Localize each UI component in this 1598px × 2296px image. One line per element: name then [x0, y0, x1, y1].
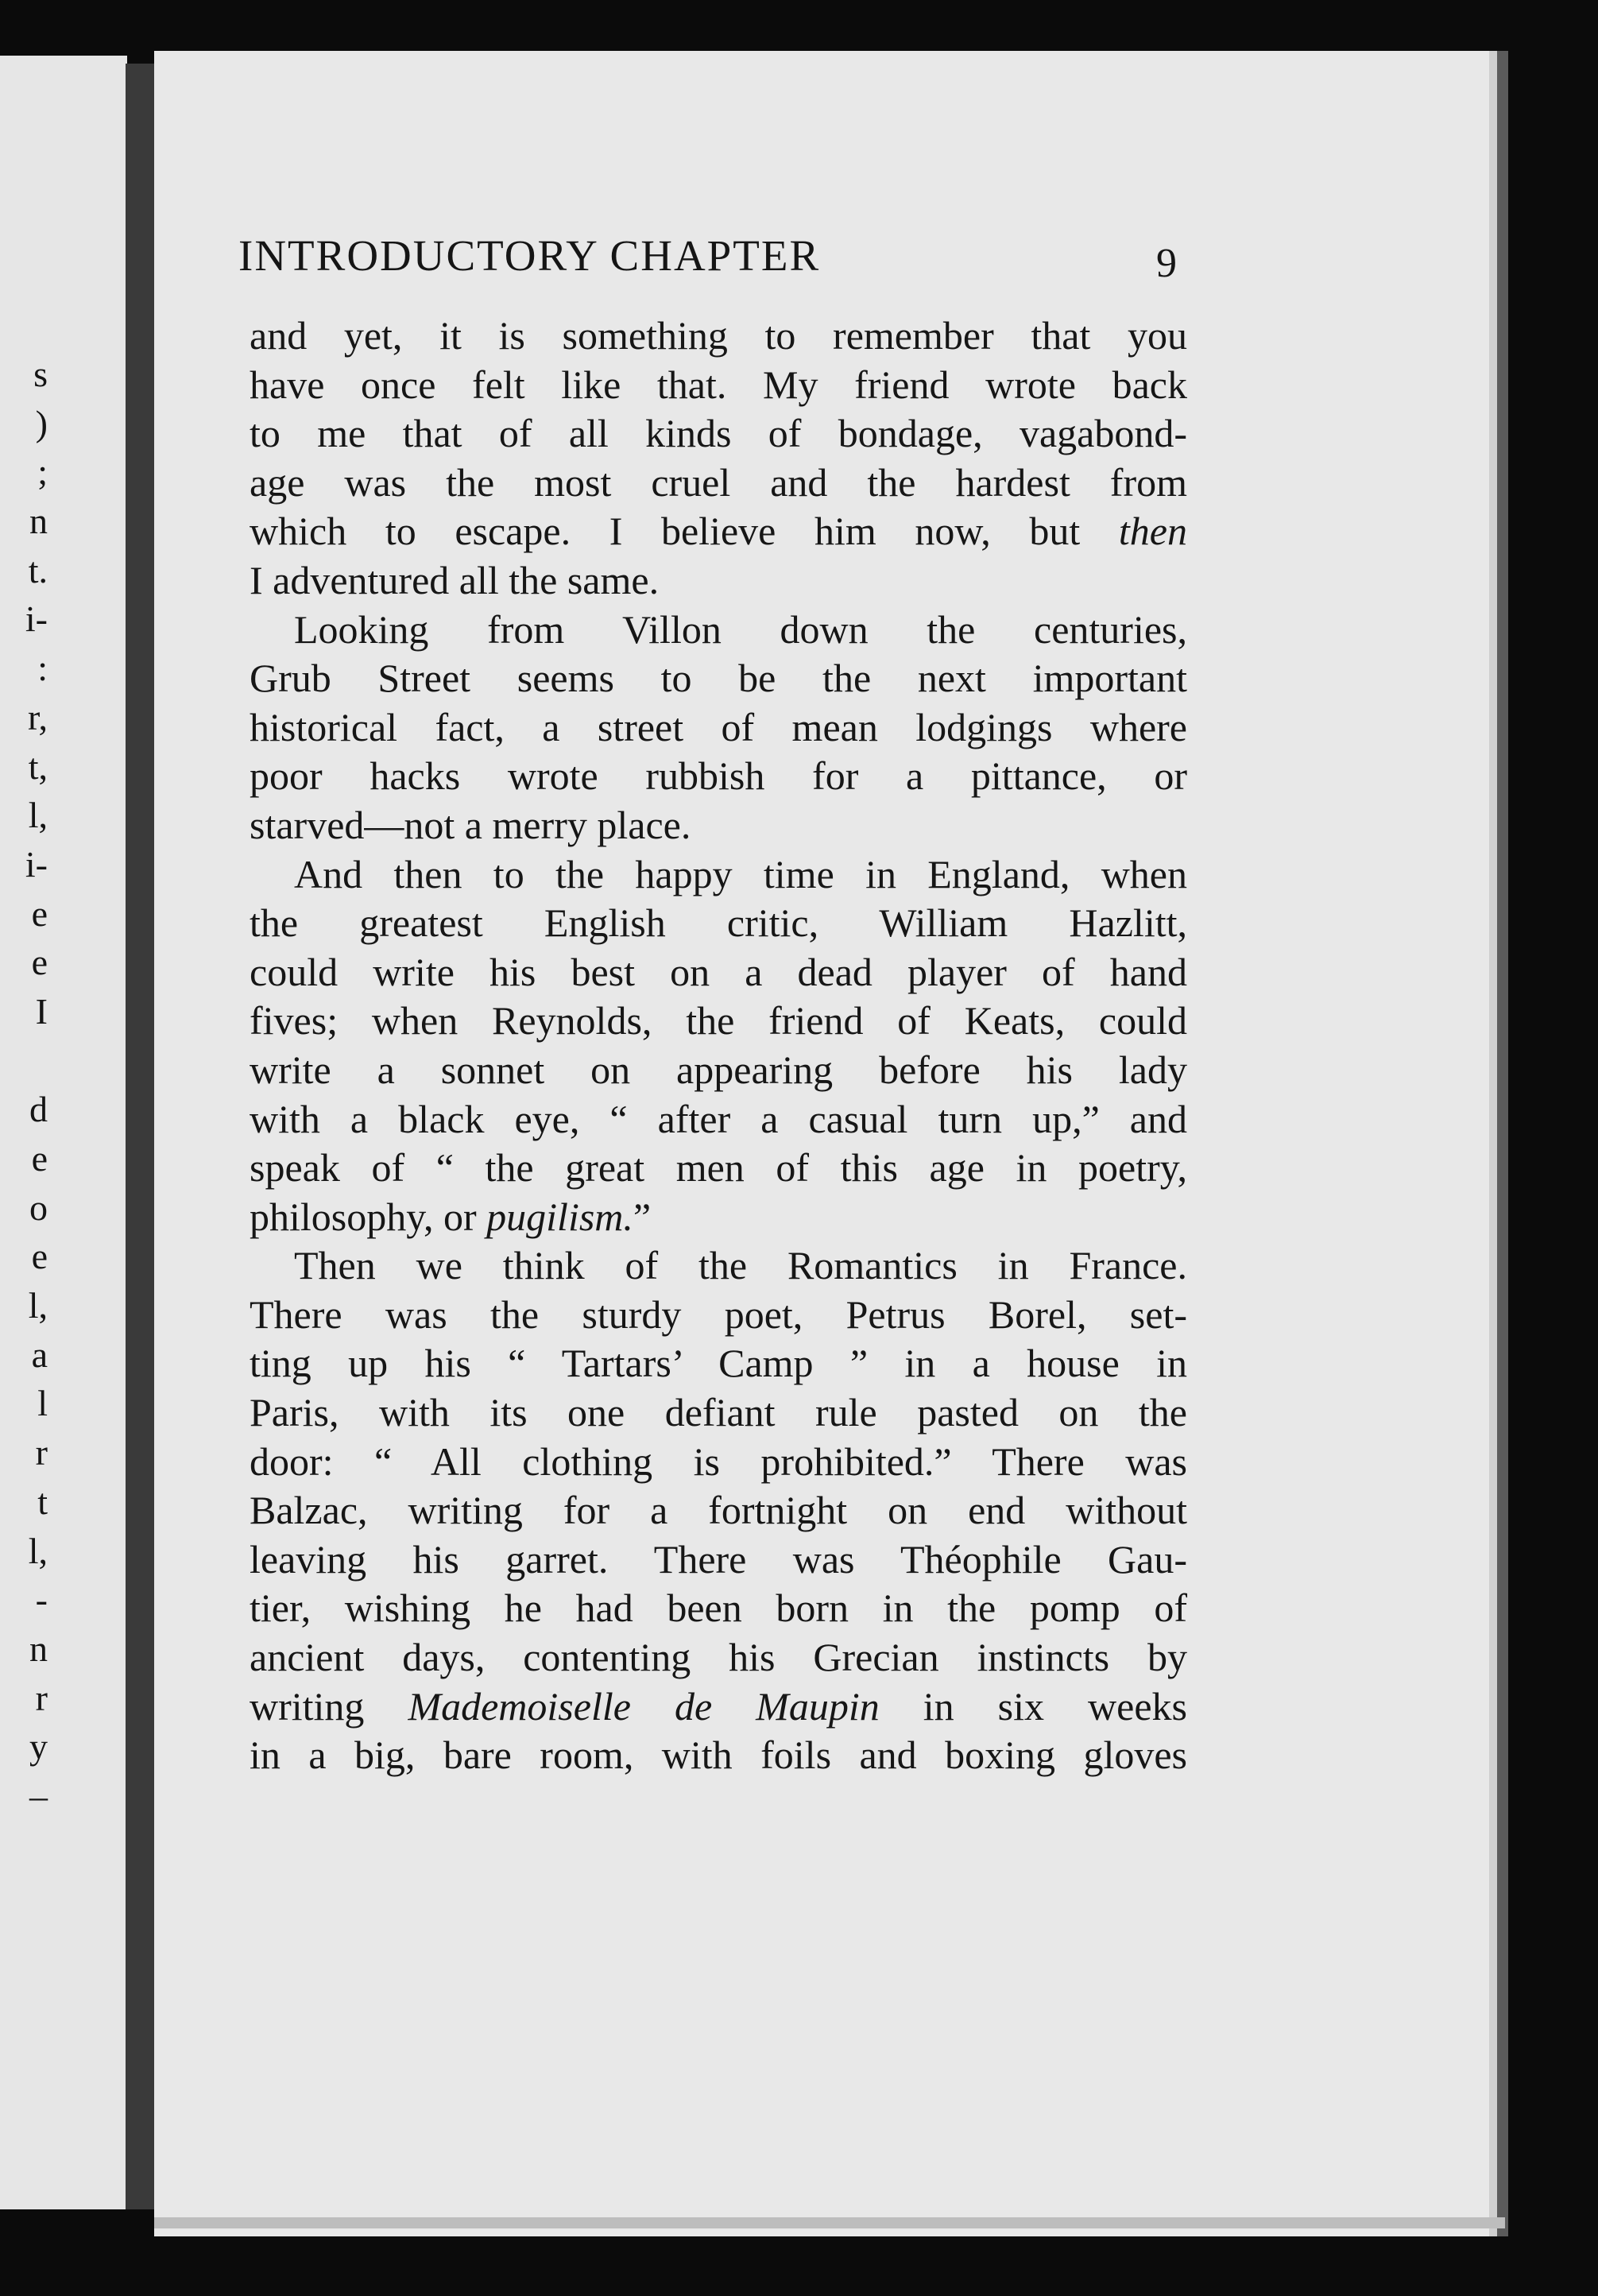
text-line: Then we think of the Romantics in France. — [294, 1243, 1187, 1288]
text-line — [250, 507, 1187, 556]
text-line: to me that of all kinds of bondage, vagabond- — [250, 411, 1187, 456]
left-page-fragment: r — [35, 1677, 48, 1718]
text-line: leaving his garret. There was Théophile Gau- — [250, 1536, 1187, 1582]
text-line-segment: in six weeks — [879, 1683, 1188, 1729]
left-page-fragment: d — [29, 1089, 48, 1130]
left-page-fragment: t — [37, 1481, 48, 1522]
text-line: have once felt like that. My friend wrote back — [250, 362, 1187, 407]
text-line: the greatest English critic, William Hazlitt, — [250, 900, 1187, 946]
text-line: There was the sturdy poet, Petrus Borel, set- — [250, 1291, 1187, 1337]
left-page-fragment — [0, 1036, 48, 1086]
text-line — [250, 1682, 1187, 1732]
text-line-segment: ” — [633, 1194, 652, 1239]
italic-text: pugilism. — [486, 1194, 633, 1239]
left-page-fragment: t, — [28, 745, 48, 787]
text-line: Grub Street seems to be the next important — [250, 656, 1187, 701]
left-page-cropped-text — [0, 350, 48, 1821]
text-line-segment: philosophy, or — [250, 1194, 487, 1239]
left-page-fragment: – — [29, 1775, 48, 1816]
text-line: speak of “ the great men of this age in poetry, — [250, 1145, 1187, 1191]
left-page-fragment: ; — [37, 451, 48, 493]
left-page-fragment: I — [35, 990, 48, 1032]
text-line: in a big, bare room, with foils and boxing gloves — [250, 1733, 1187, 1778]
text-line: and yet, it is something to remember that you — [250, 313, 1187, 358]
text-line: Looking from Villon down the centuries, — [294, 606, 1187, 652]
left-page-fragment: l, — [28, 1285, 48, 1326]
left-page-fragment: l, — [28, 1530, 48, 1571]
running-head: INTRODUCTORY CHAPTER — [238, 231, 821, 280]
text-line: Paris, with its one defiant rule pasted on the — [250, 1390, 1187, 1435]
left-page-fragment: t. — [28, 549, 48, 590]
left-page-fragment: e — [31, 1138, 48, 1179]
text-line: write a sonnet on appearing before his lady — [250, 1047, 1187, 1092]
left-page-fragment: y — [29, 1726, 48, 1767]
left-page-fragment: r — [35, 1432, 48, 1473]
text-line: tier, wishing he had been born in the pomp of — [250, 1586, 1187, 1631]
left-page-fragment: e — [31, 892, 48, 934]
left-page-fragment: o — [29, 1187, 48, 1228]
left-page-fragment: n — [29, 1628, 48, 1669]
left-page-fragment: ) — [35, 402, 48, 443]
text-line — [250, 1193, 1187, 1242]
text-line: could write his best on a dead player of hand — [250, 949, 1187, 994]
left-page-fragment: e — [31, 1236, 48, 1277]
text-line-segment: writing — [250, 1683, 408, 1729]
left-page-edge — [0, 56, 127, 2209]
left-page-fragment: l — [37, 1383, 48, 1424]
body-text — [250, 312, 1187, 1780]
text-line: ancient days, contenting his Grecian instincts by — [250, 1635, 1187, 1680]
page-bottom-edge — [154, 2217, 1505, 2228]
text-line: historical fact, a street of mean lodgings where — [250, 704, 1187, 749]
italic-text: Mademoiselle de Maupin — [408, 1683, 880, 1729]
left-page-fragment: - — [35, 1579, 48, 1620]
text-line: ting up his “ Tartars’ Camp ” in a house in — [250, 1341, 1187, 1386]
text-line: age was the most cruel and the hardest from — [250, 459, 1187, 505]
text-line: I adventured all the same. — [250, 557, 660, 602]
text-line: Balzac, writing for a fortnight on end without — [250, 1488, 1187, 1533]
italic-text: then — [1118, 509, 1187, 554]
book-gutter — [126, 64, 156, 2209]
text-line: poor hacks wrote rubbish for a pittance, or — [250, 753, 1187, 799]
text-line: with a black eye, “ after a casual turn up,” and — [250, 1096, 1187, 1141]
text-line: fives; when Reynolds, the friend of Keats, could — [250, 998, 1187, 1043]
left-page-fragment: : — [37, 648, 48, 689]
left-page-fragment: a — [31, 1334, 48, 1375]
left-page-fragment: s — [33, 354, 48, 394]
text-line: starved—not a merry place. — [250, 802, 691, 847]
text-line-segment: which to escape. I believe him now, but — [250, 509, 1119, 554]
left-page-fragment: i- — [25, 598, 48, 640]
left-page-fragment: l, — [28, 795, 48, 836]
left-page-fragment: i- — [25, 843, 48, 885]
left-page-fragment: e — [31, 942, 48, 983]
text-line: door: “ All clothing is prohibited.” There was — [250, 1438, 1187, 1484]
left-page-fragment: r, — [28, 696, 48, 738]
text-line: And then to the happy time in England, when — [294, 851, 1187, 896]
page-number: 9 — [1156, 241, 1177, 286]
left-page-fragment: n — [29, 501, 48, 542]
